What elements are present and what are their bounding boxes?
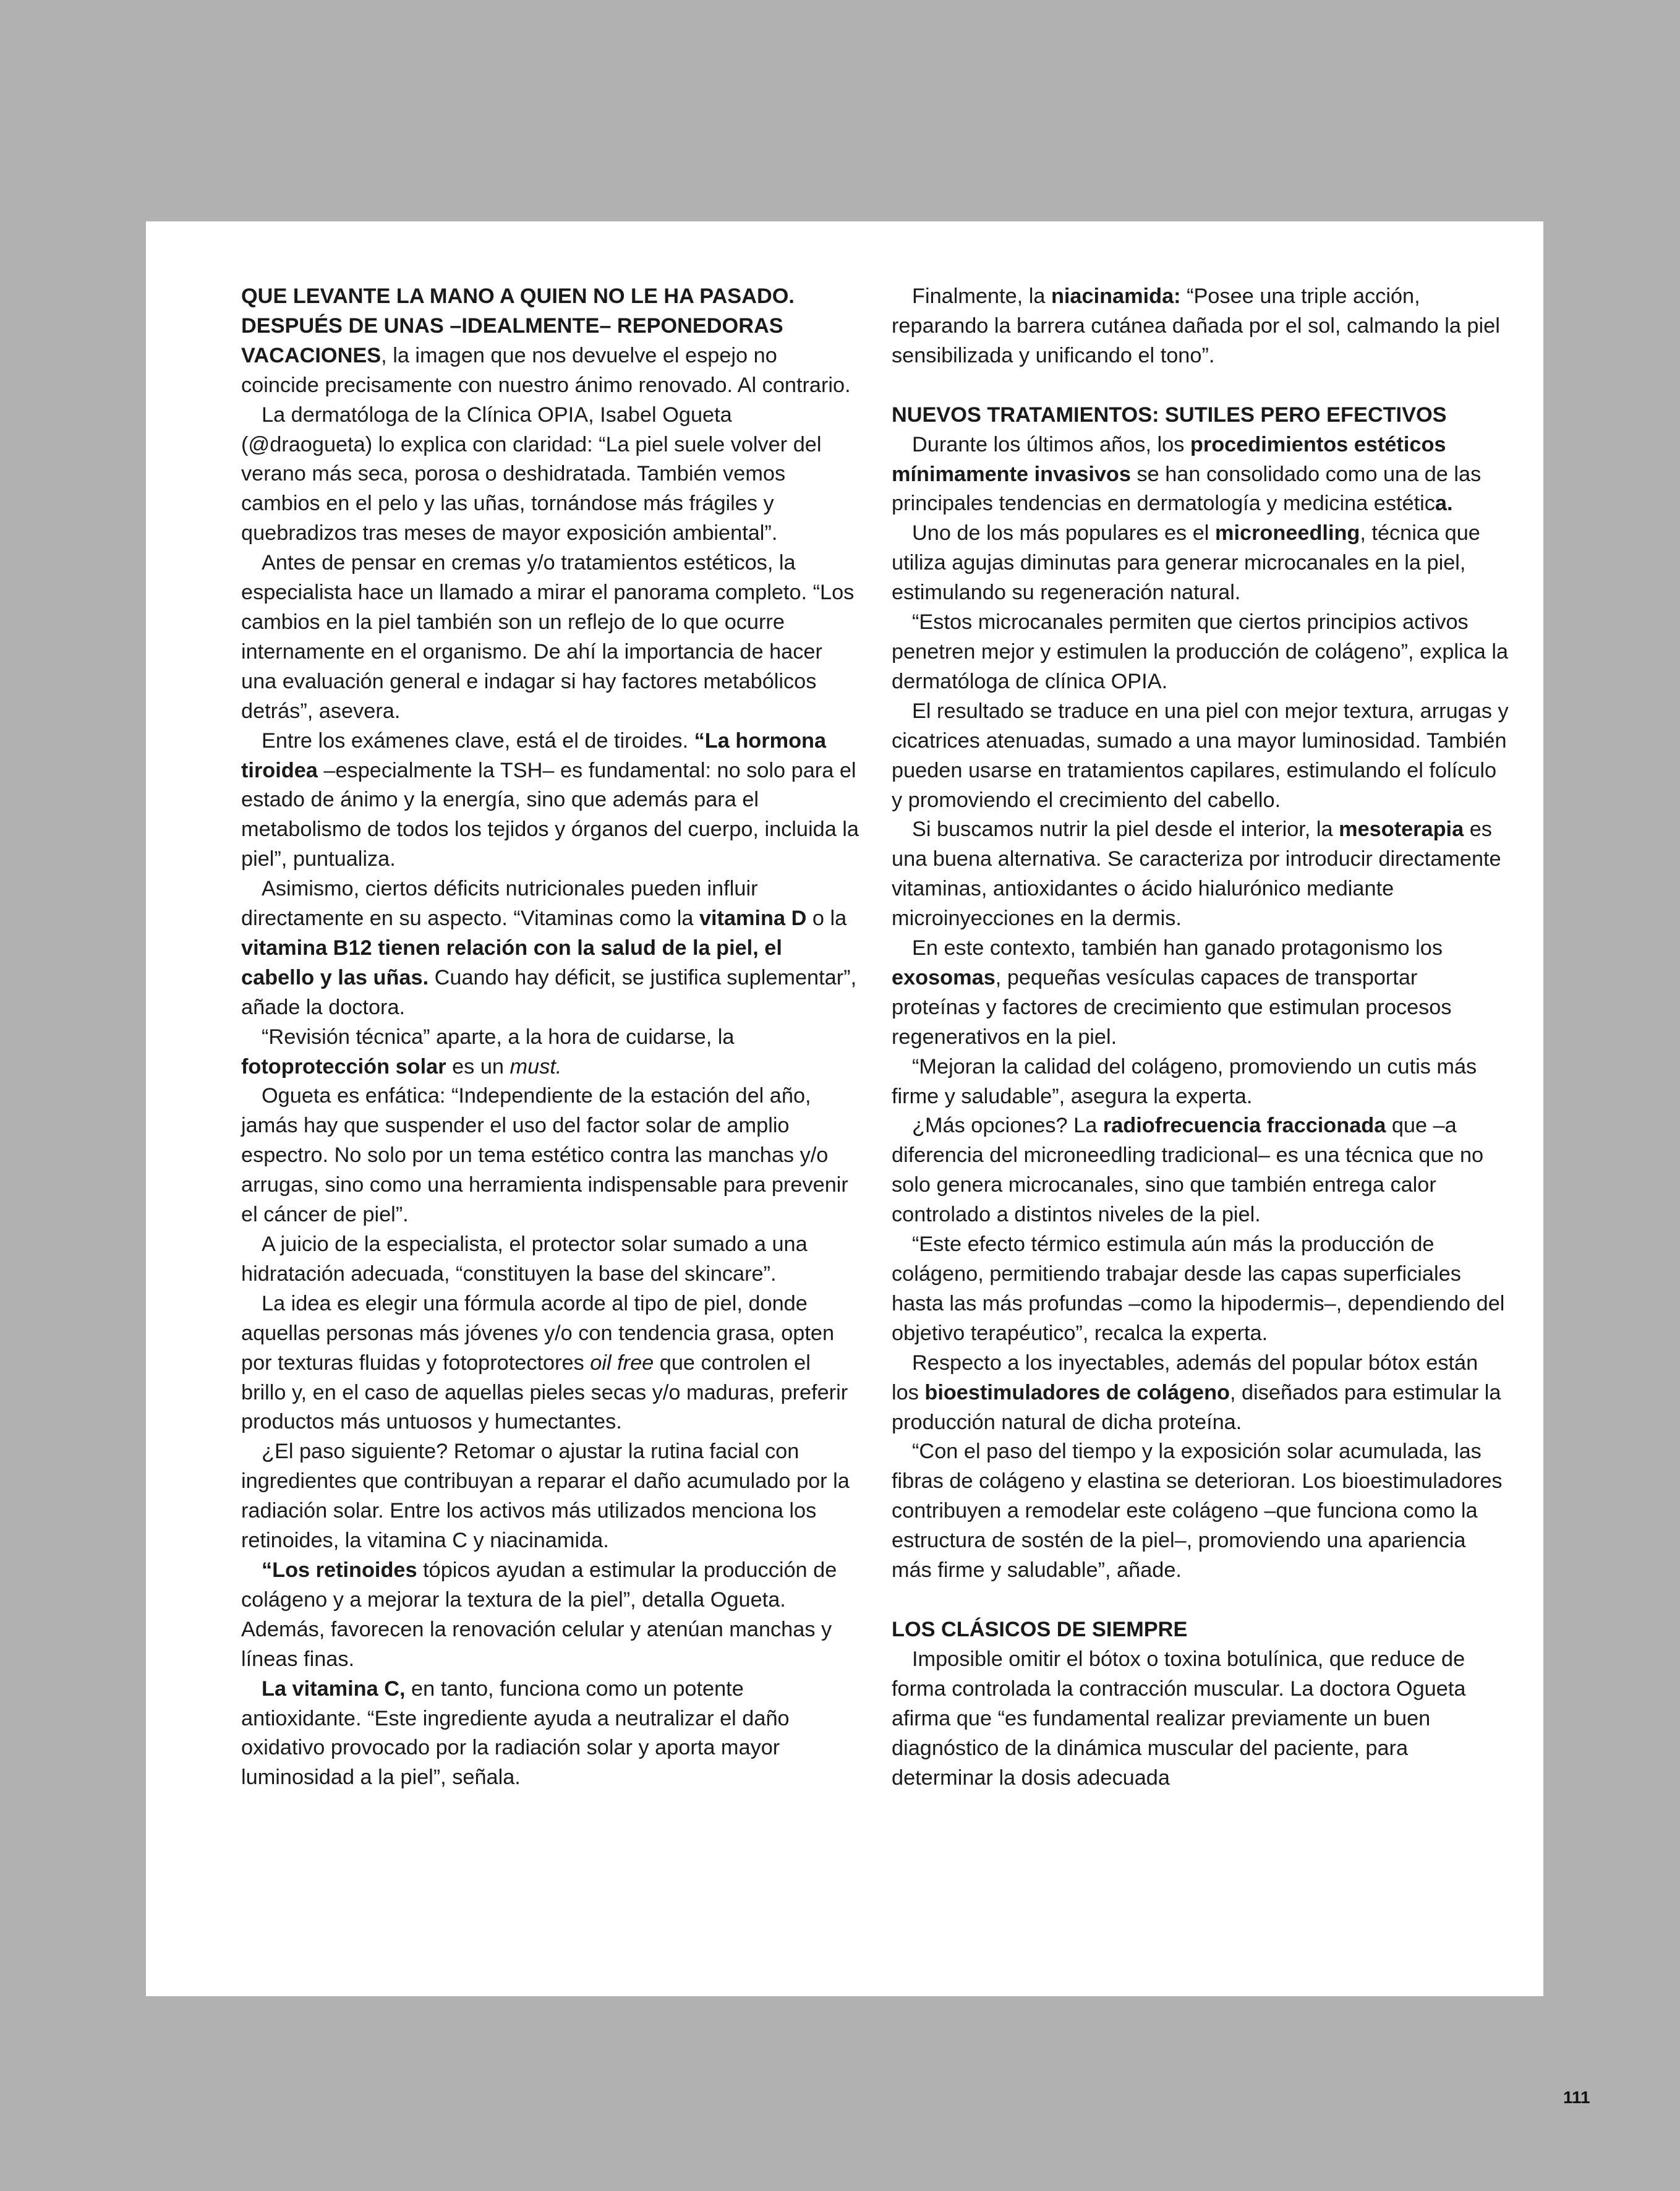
- article-paragraph: A juicio de la especialista, el protector solar sumado a una hidratación adecuada, “constituyen la base del skincare”.: [241, 1232, 808, 1286]
- article-paragraph: Asimismo, ciertos déficits nutricionales pueden influir directamente en su aspecto. “Vitaminas como la vitamina D o la vitamina B12 tienen relación con la salud de la piel, el cabello y las uñas. Cuando hay déficit, se justifica suplementar”, añade la doctora.: [241, 877, 857, 1019]
- article-paragraph: Imposible omitir el bótox o toxina botulínica, que reduce de forma controlada la contracción muscular. La doctora Ogueta afirma que “es fundamental realizar previamente un buen diagnóstico de la dinámica muscular del paciente, para determinar la dosis adecuada: [892, 1647, 1466, 1790]
- article-paragraph: Si buscamos nutrir la piel desde el interior, la mesoterapia es una buena alternativa. Se caracteriza por introducir directamente vitaminas, antioxidantes o ácido hialurónico mediante microinyecciones en la dermis.: [892, 818, 1501, 931]
- article-paragraph: “Los retinoides tópicos ayudan a estimular la producción de colágeno y a mejorar la textura de la piel”, detalla Ogueta. Además, favorecen la renovación celular y atenúan manchas y líneas finas.: [241, 1558, 837, 1671]
- article-paragraph: “Estos microcanales permiten que ciertos principios activos penetren mejor y estimulen la producción de colágeno”, explica la dermatóloga de clínica OPIA.: [892, 610, 1509, 693]
- article-column-left: [241, 282, 859, 1793]
- article-paragraph: El resultado se traduce en una piel con mejor textura, arrugas y cicatrices atenuadas, sumado a una mayor luminosidad. También pueden usarse en tratamientos capilares, estimulando el folículo y promoviendo el crecimiento del cabello.: [892, 699, 1509, 812]
- article-paragraph: Respecto a los inyectables, además del popular bótox están los bioestimuladores de colágeno, diseñados para estimular la producción natural de dicha proteína.: [892, 1351, 1501, 1434]
- article-paragraph: Ogueta es enfática: “Independiente de la estación del año, jamás hay que suspender el uso del factor solar de amplio espectro. No solo por un tema estético contra las manchas y/o arrugas, sino como una herramienta indispensable para prevenir el cáncer de piel”.: [241, 1084, 848, 1227]
- article-paragraph: La dermatóloga de la Clínica OPIA, Isabel Ogueta (@draogueta) lo explica con claridad: “La piel suele volver del verano más seca, porosa o deshidratada. También vemos cambios en el pelo y las uñas, tornándose más frágiles y quebradizos tras meses de mayor exposición ambiental”.: [241, 403, 822, 545]
- article-paragraph: QUE LEVANTE LA MANO A QUIEN NO LE HA PASADO. DESPUÉS DE UNAS –IDEALMENTE– REPONEDORAS VACACIONES, la imagen que nos devuelve el espejo no coincide precisamente con nuestro ánimo renovado. Al contrario.: [241, 284, 851, 397]
- article-column-right: [892, 282, 1510, 1793]
- article-paragraph: Entre los exámenes clave, está el de tiroides. “La hormona tiroidea –especialmente la TSH– es fundamental: no solo para el estado de ánimo y la energía, sino que además para el metabolismo de todos los tejidos y órganos del cuerpo, incluida la piel”, puntualiza.: [241, 728, 859, 871]
- article-paragraph: Uno de los más populares es el microneedling, técnica que utiliza agujas diminutas para generar microcanales en la piel, estimulando su regeneración natural.: [892, 521, 1480, 605]
- article-paragraph: “Revisión técnica” aparte, a la hora de cuidarse, la fotoprotección solar es un must.: [241, 1025, 735, 1078]
- magazine-page: [146, 221, 1543, 1996]
- article-paragraph: ¿El paso siguiente? Retomar o ajustar la rutina facial con ingredientes que contribuyan a reparar el daño acumulado por la radiación solar. Entre los activos más utilizados menciona los retinoides, la vitamina C y niacinamida.: [241, 1440, 850, 1553]
- article-paragraph: “Con el paso del tiempo y la exposición solar acumulada, las fibras de colágeno y elastina se deterioran. Los bioestimuladores contribuyen a remodelar este colágeno –que funciona como la estructura de sostén de la piel–, promoviendo una apariencia más firme y saludable”, añade.: [892, 1440, 1503, 1582]
- section-heading: NUEVOS TRATAMIENTOS: SUTILES PERO EFECTIVOS: [892, 403, 1447, 427]
- article-paragraph: Antes de pensar en cremas y/o tratamientos estéticos, la especialista hace un llamado a mirar el panorama completo. “Los cambios en la piel también son un reflejo de lo que ocurre internamente en el organismo. De ahí la importancia de hacer una evaluación general e indagar si hay factores metabólicos detrás”, asevera.: [241, 551, 855, 723]
- article-paragraph: Finalmente, la niacinamida: “Posee una triple acción, reparando la barrera cutánea dañada por el sol, calmando la piel sensibilizada y unificando el tono”.: [892, 284, 1500, 367]
- article-paragraph: “Mejoran la calidad del colágeno, promoviendo un cutis más firme y saludable”, asegura la experta.: [892, 1054, 1477, 1108]
- article-paragraph: Durante los últimos años, los procedimientos estéticos mínimamente invasivos se han consolidado como una de las principales tendencias en dermatología y medicina estética.: [892, 432, 1482, 516]
- article-paragraph: En este contexto, también han ganado protagonismo los exosomas, pequeñas vesículas capaces de transportar proteínas y factores de crecimiento que estimulan procesos regenerativos en la piel.: [892, 936, 1452, 1049]
- section-heading: LOS CLÁSICOS DE SIEMPRE: [892, 1617, 1188, 1641]
- article-paragraph: “Este efecto térmico estimula aún más la producción de colágeno, permitiendo trabajar desde las capas superficiales hasta las más profundas –como la hipodermis–, dependiendo del objetivo terapéutico”, recalca la experta.: [892, 1232, 1505, 1345]
- page-number: 111: [1563, 2088, 1590, 2107]
- article-paragraph: ¿Más opciones? La radiofrecuencia fraccionada que –a diferencia del microneedling tradicional– es una técnica que no solo genera microcanales, sino que también entrega calor controlado a distintos niveles de la piel.: [892, 1114, 1484, 1227]
- article-paragraph: La idea es elegir una fórmula acorde al tipo de piel, donde aquellas personas más jóvenes y/o con tendencia grasa, opten por texturas fluidas y fotoprotectores oil free que controlen el brillo y, en el caso de aquellas pieles secas y/o maduras, preferir productos más untuosos y humectantes.: [241, 1291, 848, 1434]
- article-paragraph: La vitamina C, en tanto, funciona como un potente antioxidante. “Este ingrediente ayuda a neutralizar el daño oxidativo provocado por la radiación solar y aporta mayor luminosidad a la piel”, señala.: [241, 1676, 790, 1790]
